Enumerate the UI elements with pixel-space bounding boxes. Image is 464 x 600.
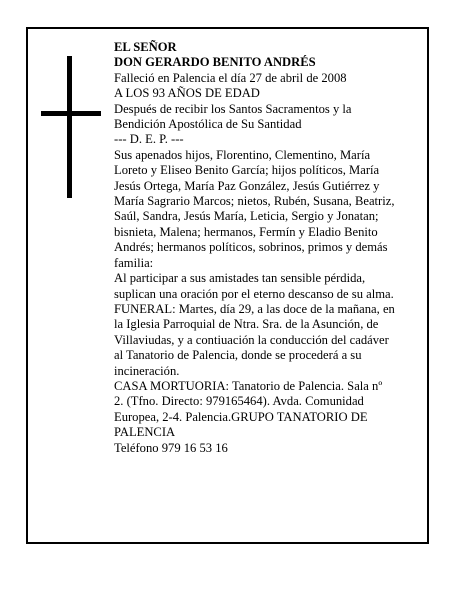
family-line: Andrés; hermanos políticos, sobrinos, primos y demás	[114, 240, 388, 255]
sacraments-line: Después de recibir los Santos Sacramentos y la	[114, 101, 352, 116]
funeral-home-line: PALENCIA	[114, 425, 176, 440]
rip-line: --- D. E. P. ---	[114, 132, 184, 147]
phone-line: Teléfono 979 16 53 16	[114, 440, 228, 455]
funeral-line: la Iglesia Parroquial de Ntra. Sra. de la Asunción, de	[114, 317, 379, 332]
deceased-title: EL SEÑOR	[114, 40, 177, 54]
obituary-text	[114, 40, 426, 456]
funeral-line: al Tanatorio de Palencia, donde se procederá a su	[114, 348, 362, 363]
funeral-home-line: CASA MORTUORIA: Tanatorio de Palencia. Sala nº	[114, 378, 383, 393]
family-line: Jesús Ortega, María Paz González, Jesús Gutiérrez y	[114, 178, 380, 193]
age-line: A LOS 93 AÑOS DE EDAD	[114, 86, 260, 101]
request-line: Al participar a sus amistades tan sensible pérdida,	[114, 271, 366, 286]
cross-icon	[41, 56, 101, 198]
sacraments-line: Bendición Apostólica de Su Santidad	[114, 117, 302, 132]
family-line: Sus apenados hijos, Florentino, Clementino, María	[114, 147, 371, 162]
obituary-notice	[26, 27, 429, 544]
family-line: Saúl, Sandra, Jesús María, Leticia, Sergio y Jonatan;	[114, 209, 379, 224]
funeral-line: incineración.	[114, 363, 180, 378]
cross-vertical-bar	[67, 56, 72, 198]
funeral-home-line: Europea, 2-4. Palencia.GRUPO TANATORIO DE	[114, 409, 368, 424]
funeral-line: FUNERAL: Martes, día 29, a las doce de la mañana, en	[114, 301, 395, 316]
funeral-home-line: 2. (Tfno. Directo: 979165464). Avda. Comunidad	[114, 394, 364, 409]
family-line: bisnieta, Malena; hermanos, Fermín y Eladio Benito	[114, 224, 378, 239]
cross-horizontal-bar	[41, 111, 101, 116]
request-line: suplican una oración por el eterno descanso de su alma.	[114, 286, 394, 301]
death-date-line: Falleció en Palencia el día 27 de abril de 2008	[114, 70, 347, 85]
deceased-name: DON GERARDO BENITO ANDRÉS	[114, 55, 316, 70]
funeral-line: Villaviudas, y a contiuación la conducción del cadáver	[114, 332, 389, 347]
family-line: María Sagrario Marcos; nietos, Rubén, Susana, Beatriz,	[114, 194, 395, 209]
family-line: Loreto y Eliseo Benito García; hijos políticos, María	[114, 163, 380, 178]
family-line: familia:	[114, 255, 154, 270]
